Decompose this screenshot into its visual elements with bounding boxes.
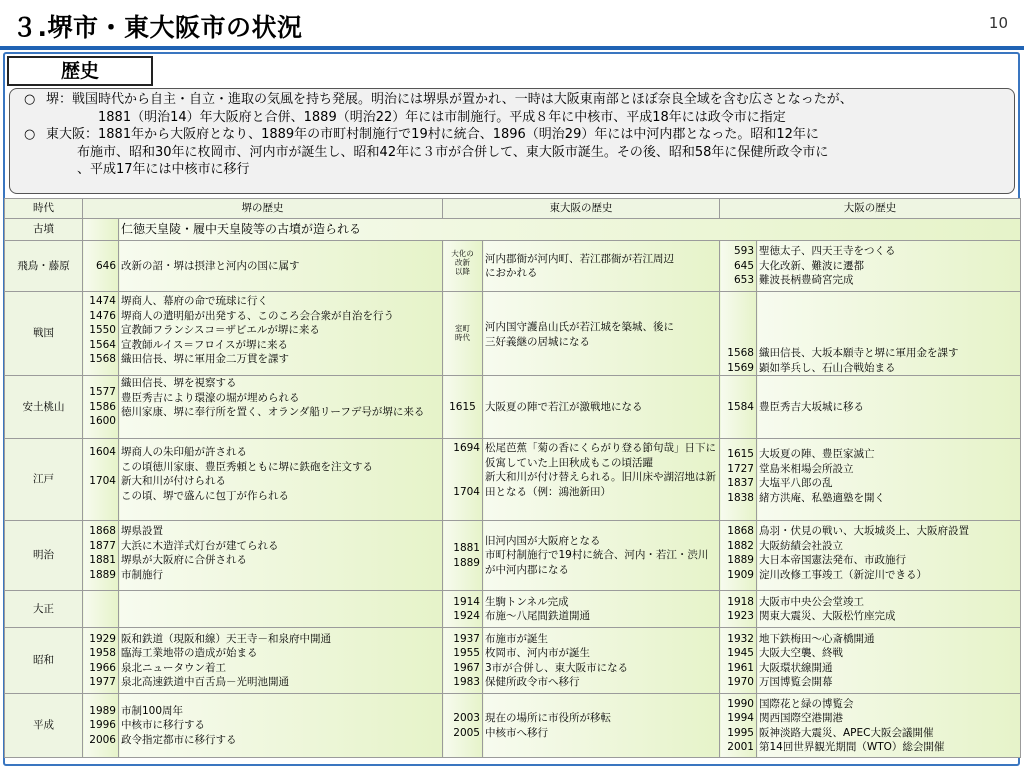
year: 1604	[89, 446, 116, 458]
table-row	[5, 219, 1021, 241]
year: 1937	[453, 632, 480, 645]
year: 1924	[453, 610, 480, 622]
year-cell	[443, 439, 483, 521]
table-row	[5, 628, 1021, 694]
year-cell	[83, 628, 119, 694]
table-row	[5, 241, 1021, 292]
event: 大坂夏の陣、豊臣家滅亡	[759, 448, 875, 460]
year-cell	[443, 694, 483, 758]
table-row	[5, 439, 1021, 521]
event: 布施市が誕生	[485, 632, 548, 645]
event: 宣教師フランシスコ＝ザビエルが堺に来る	[121, 324, 320, 336]
event: 阪和鉄道（現阪和線）天王寺－和泉府中開通	[121, 632, 331, 645]
year-cell	[83, 521, 119, 591]
event: 万国博覧会開幕	[759, 676, 833, 688]
summary-item-sakai	[24, 91, 1006, 126]
year: 1889	[453, 556, 480, 569]
year-cell	[83, 292, 119, 376]
year: 2006	[89, 733, 116, 746]
event: 松尾芭蕉「菊の香にくらがり登る節句哉」日下に仮寓していた上田秋成もこの頃活躍	[485, 442, 716, 469]
span-event-cell: 仁徳天皇陵・履中天皇陵等の古墳が造られる	[119, 219, 1021, 241]
year: 1983	[453, 676, 480, 688]
event-cell	[757, 292, 1021, 376]
summary-text	[46, 91, 853, 126]
event: 堺商人の朱印船が許される	[121, 446, 247, 458]
year: 646	[95, 259, 116, 272]
year: 1970	[727, 676, 754, 688]
event: 大阪市中央公会堂竣工	[759, 595, 864, 608]
year: 1586	[89, 400, 116, 413]
year-cell	[83, 241, 119, 292]
year: 1568	[89, 353, 116, 365]
year-cell	[720, 292, 757, 376]
table-row	[5, 591, 1021, 628]
event-cell	[483, 292, 720, 376]
era-cell: 飛鳥・藤原	[5, 241, 83, 292]
year: 1882	[727, 539, 754, 552]
year: 以降	[455, 267, 470, 276]
event: 政令指定都市に移行する	[121, 733, 237, 746]
event: 顕如挙兵し、石山合戦始まる	[759, 361, 896, 374]
header-sakai: 堺の歴史	[83, 199, 443, 219]
event: 河内国守護畠山氏が若江城を築城、後に	[485, 321, 674, 333]
event: 布施～八尾間鉄道開通	[485, 610, 590, 622]
year: 1615	[449, 400, 476, 413]
event-cell	[119, 591, 443, 628]
year: 1474	[89, 295, 116, 307]
year-cell	[720, 694, 757, 758]
year: 1881	[453, 542, 480, 554]
year: 時代	[455, 333, 470, 342]
event: 大阪紡績会社設立	[759, 539, 843, 552]
event: 改新の詔・堺は摂津と河内の国に属す	[121, 259, 300, 272]
history-table	[4, 198, 1021, 758]
year: 1476	[89, 309, 116, 322]
event-cell	[119, 694, 443, 758]
summary-text	[46, 126, 828, 179]
summary-line: 布施市、昭和30年に枚岡市、河内市が誕生し、昭和42年に３市が合併して、東大阪市誕生。その後、昭和58年に保健所政令市に	[77, 144, 829, 160]
year-cell	[720, 591, 757, 628]
year-cell	[83, 591, 119, 628]
era-cell: 安土桃山	[5, 376, 83, 439]
event: 堺県設置	[121, 525, 163, 537]
era-cell: 大正	[5, 591, 83, 628]
slide-title: ３.堺市・東大阪市の状況	[12, 13, 303, 42]
year: 593	[733, 245, 754, 258]
year: 1584	[727, 400, 754, 413]
year-cell	[83, 376, 119, 439]
event-cell	[119, 521, 443, 591]
event: 織田信長、大坂本願寺と堺に軍用金を課す	[759, 347, 959, 359]
event: 大阪夏の陣で若江が激戦地になる	[485, 400, 643, 413]
year-cell	[443, 292, 483, 376]
event: 泉北ニュータウン着工	[121, 661, 226, 674]
year-cell	[720, 376, 757, 439]
year: 1958	[89, 647, 116, 659]
table-row	[5, 292, 1021, 376]
event: 関東大震災、大阪松竹座完成	[759, 610, 896, 622]
event: 市町村制施行で19村に統合、河内・若江・渋川が中河内郡になる	[485, 549, 709, 576]
event: 大塩平八郎の乱	[759, 477, 833, 489]
year: 1868	[89, 525, 116, 537]
year: 1889	[727, 554, 754, 566]
event-cell	[757, 628, 1021, 694]
year: 1694	[453, 442, 480, 454]
event: 枚岡市、河内市が誕生	[485, 647, 590, 659]
event: 現在の場所に市役所が移転	[485, 712, 611, 724]
event: 大阪環状線開通	[759, 661, 833, 674]
event-cell	[483, 241, 720, 292]
year: 1996	[89, 719, 116, 732]
year: 1564	[89, 338, 116, 351]
event: 大浜に木造洋式灯台が建てられる	[121, 539, 279, 552]
year: 1837	[727, 477, 754, 489]
event: 難波長柄豊碕宮完成	[759, 274, 854, 287]
event: 堂島米相場会所設立	[759, 462, 854, 475]
year-cell	[443, 591, 483, 628]
event: 三好義継の居城になる	[485, 335, 590, 348]
header-higashiosaka: 東大阪の歴史	[443, 199, 720, 219]
year: 1600	[89, 415, 116, 428]
year: 改新	[455, 258, 470, 267]
event: 中核市へ移行	[485, 726, 548, 739]
event: 堺商人の遣明船が出発する、このころ会合衆が自治を行う	[121, 309, 394, 322]
event-cell	[119, 628, 443, 694]
event: 臨海工業地帯の造成が始まる	[121, 647, 258, 659]
event: 淀川改修工事竣工（新淀川できる）	[759, 568, 927, 581]
event: 新大和川が付け替えられる。旧川床や湖沼地は新田となる（例：鴻池新田）	[485, 471, 716, 498]
year: 1955	[453, 647, 480, 659]
year-cell	[720, 241, 757, 292]
header-osaka: 大阪の歴史	[720, 199, 1021, 219]
year: 1967	[453, 661, 480, 674]
year: 室町	[455, 324, 470, 333]
table-row	[5, 521, 1021, 591]
event: 市制施行	[121, 568, 163, 581]
event: 織田信長、堺に軍用金二万貫を課す	[121, 353, 289, 365]
era-cell: 古墳	[5, 219, 83, 241]
event: 中核市に移行する	[121, 719, 205, 732]
year: 653	[733, 274, 754, 287]
event: 聖徳太子、四天王寺をつくる	[759, 245, 896, 258]
event: 緒方洪庵、私塾適塾を開く	[759, 491, 885, 504]
year: 1868	[727, 525, 754, 537]
year: 1918	[727, 595, 754, 608]
year: 1994	[727, 712, 754, 724]
year: 大化の	[451, 249, 474, 258]
year: 1704	[89, 474, 116, 487]
event: におかれる	[485, 267, 538, 279]
event-cell	[483, 439, 720, 521]
event: 市制100周年	[121, 704, 184, 717]
year: 1881	[89, 554, 116, 566]
bullet-mark: ○	[24, 127, 36, 142]
section-label: 歴史	[7, 56, 153, 86]
event-cell	[119, 376, 443, 439]
event-cell	[483, 521, 720, 591]
year: 2001	[727, 741, 754, 753]
title-divider	[0, 46, 1024, 50]
event-cell	[483, 376, 720, 439]
table-row	[5, 376, 1021, 439]
event: 第14回世界観光期間（WTO）総会開催	[759, 741, 945, 753]
event: 大日本帝国憲法発布、市政施行	[759, 554, 906, 566]
era-cell: 平成	[5, 694, 83, 758]
year: 1569	[727, 361, 754, 374]
year: 1977	[89, 676, 116, 688]
summary-line: 堺：戦国時代から自主・自立・進取の気風を持ち発展。明治には堺県が置かれ、一時は大阪東南部とほぼ奈良全域を含む広さとなったが、	[46, 92, 853, 107]
year-cell	[443, 521, 483, 591]
event: 関西国際空港開港	[759, 712, 843, 724]
year: 1961	[727, 661, 754, 674]
year: 2005	[453, 726, 480, 739]
header-era: 時代	[5, 199, 83, 219]
event: 徳川家康、堺に奉行所を置く、オランダ船リーフデ号が堺に来る	[121, 406, 425, 418]
page-number: 10	[988, 14, 1008, 32]
year: 1577	[89, 386, 116, 399]
event: 織田信長、堺を視察する	[121, 377, 237, 389]
year: 1929	[89, 632, 116, 645]
year: 2003	[453, 712, 480, 724]
event: 3市が合併し、東大阪市になる	[485, 661, 629, 674]
year: 1945	[727, 647, 754, 659]
year: 1568	[727, 347, 754, 359]
event: 大化改新、難波に遷都	[759, 259, 864, 272]
year-cell	[83, 694, 119, 758]
event-cell	[483, 694, 720, 758]
year-cell	[720, 439, 757, 521]
year: 1989	[89, 704, 116, 717]
event: 生駒トンネル完成	[485, 595, 569, 608]
summary-line: 東大阪：1881年から大阪府となり、1889年の市町村制施行で19村に統合、1896（明治29）年には中河内郡となった。昭和12年に	[46, 127, 819, 142]
event: 地下鉄梅田～心斎橋開通	[759, 632, 875, 645]
event: 河内郡衙が河内町、若江郡衙が若江周辺	[485, 252, 674, 265]
summary-item-higashiosaka	[24, 126, 1006, 179]
event: 泉北高速鉄道中百舌鳥－光明池開通	[121, 676, 289, 688]
summary-box	[9, 88, 1015, 194]
event-cell	[483, 591, 720, 628]
event: 保健所政令市へ移行	[485, 676, 580, 688]
event: 大阪大空襲、終戦	[759, 647, 843, 659]
event-cell	[757, 694, 1021, 758]
year-cell	[720, 521, 757, 591]
year: 1727	[727, 462, 754, 475]
year: 645	[733, 259, 754, 272]
event: 新大和川が付けられる	[121, 475, 226, 487]
event: 鳥羽・伏見の戦い、大坂城炎上、大阪府設置	[759, 525, 969, 537]
event-cell	[757, 376, 1021, 439]
era-cell: 昭和	[5, 628, 83, 694]
event: 堺商人、幕府の命で琉球に行く	[121, 295, 268, 307]
event-cell	[757, 591, 1021, 628]
summary-line: 、平成17年には中核市に移行	[77, 162, 250, 177]
table-row	[5, 694, 1021, 758]
event: 国際花と緑の博覧会	[759, 697, 854, 710]
era-cell: 江戸	[5, 439, 83, 521]
year: 1995	[727, 726, 754, 739]
year: 1932	[727, 632, 754, 645]
event-cell	[119, 439, 443, 521]
year: 1909	[727, 568, 754, 581]
event: この頃徳川家康、豊臣秀頼ともに堺に鉄砲を注文する	[121, 460, 373, 473]
year: 1704	[453, 485, 480, 498]
event-cell	[757, 439, 1021, 521]
year-cell	[443, 376, 483, 439]
year-cell	[83, 219, 119, 241]
year: 1550	[89, 324, 116, 336]
event: この頃、堺で盛んに包丁が作られる	[121, 489, 289, 502]
era-cell: 明治	[5, 521, 83, 591]
table-header-row	[5, 199, 1021, 219]
year: 1923	[727, 610, 754, 622]
event: 旧河内国が大阪府となる	[485, 534, 601, 547]
event: 阪神淡路大震災、APEC大阪会議開催	[759, 726, 934, 739]
year-cell	[443, 628, 483, 694]
era-cell: 戦国	[5, 292, 83, 376]
event-cell	[119, 241, 443, 292]
year: 1877	[89, 539, 116, 552]
year: 1889	[89, 568, 116, 581]
year: 1838	[727, 491, 754, 504]
year-cell	[83, 439, 119, 521]
event-cell	[483, 628, 720, 694]
year: 1990	[727, 697, 754, 710]
year-cell	[443, 241, 483, 292]
event: 堺県が大阪府に合併される	[121, 554, 247, 566]
event: 豊臣秀吉大坂城に移る	[759, 400, 864, 413]
event-cell	[757, 521, 1021, 591]
year: 1615	[727, 448, 754, 460]
year-cell	[720, 628, 757, 694]
year: 1966	[89, 661, 116, 674]
bullet-mark: ○	[24, 92, 36, 107]
summary-line: 1881（明治14）年大阪府と合併、1889（明治22）年には市制施行。平成８年に中核市、平成18年には政令市に指定	[98, 109, 786, 125]
event-cell	[757, 241, 1021, 292]
event: 宣教師ルイス＝フロイスが堺に来る	[121, 338, 288, 351]
year: 1914	[453, 595, 480, 608]
event-cell	[119, 292, 443, 376]
event: 豊臣秀吉により環濠の堀が埋められる	[121, 391, 300, 404]
